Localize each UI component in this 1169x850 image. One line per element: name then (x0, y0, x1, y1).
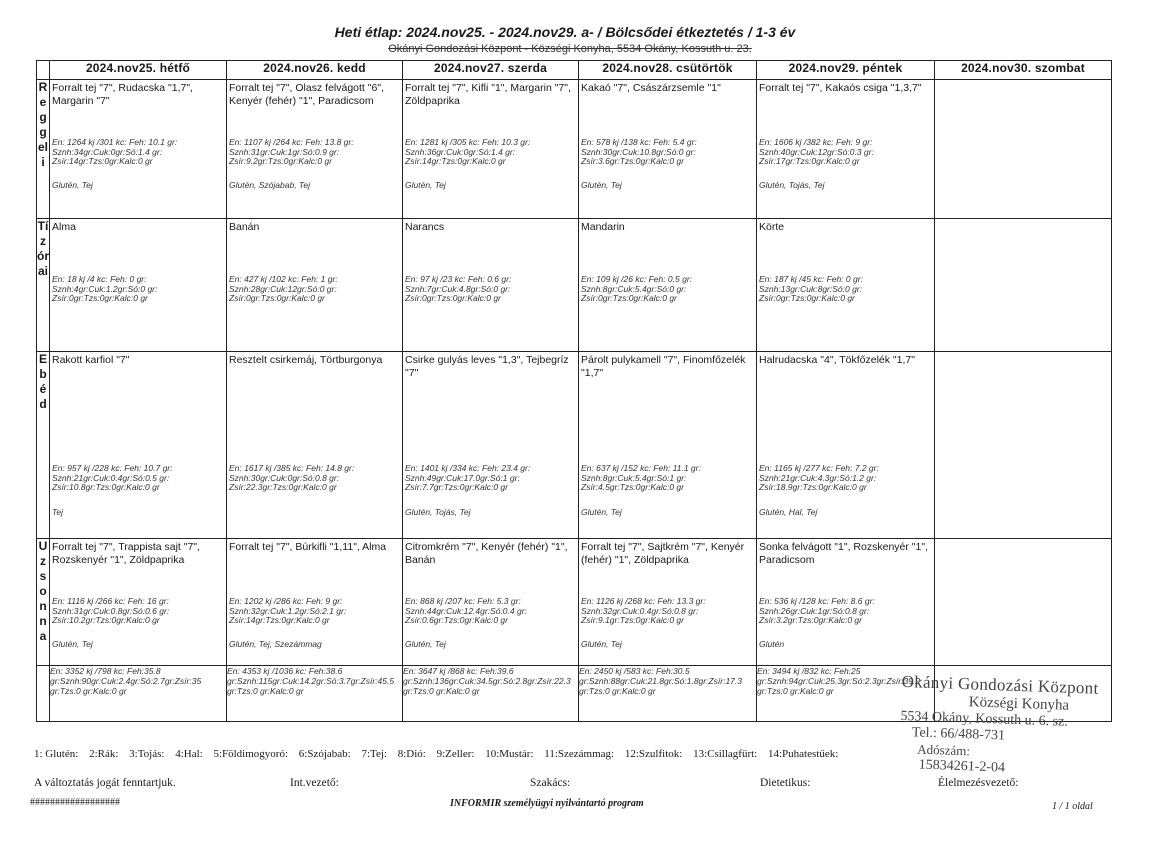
nutrition-text: En: 427 kj /102 kc: Feh: 1 gr: Sznh:28gr:Cuk:12gr:Só:0 gr: Zsír:0gr:Tzs:0gr:Kalc:0 gr (229, 274, 338, 303)
dish-text: Sonka felvágott "1", Rozskenyér "1", Paradicsom (759, 541, 928, 566)
nutrition-text: En: 957 kj /228 kc: Feh: 10.7 gr: Sznh:21gr:Cuk:0.4gr:Só:0.5 gr: Zsír:10.8gr:Tzs:0gr:Kalc:0 gr (52, 463, 173, 492)
menu-cell (757, 219, 935, 352)
footer-program: INFORMIR személyügyi nyilvántartó program (450, 798, 644, 809)
menu-cell (579, 219, 757, 352)
footer-hash: ################## (30, 797, 120, 808)
nutrition-text: En: 97 kj /23 kc: Feh: 0.6 gr: Sznh:7gr:Cuk:4.8gr:Só:0 gr: Zsír:0gr:Tzs:0gr:Kalc:0 gr (405, 274, 512, 303)
dish-text: Citromkrém "7", Kenyér (fehér) "1", Banán (405, 541, 568, 566)
signature-cook: Szakács: (530, 777, 571, 789)
day-header: 2024.nov26. kedd (227, 61, 403, 80)
weekly-menu-table (36, 60, 1112, 722)
allergen-text: Glutén (759, 639, 785, 649)
menu-cell (227, 219, 403, 352)
nutrition-text: En: 1281 kj /305 kc: Feh: 10.3 gr: Sznh:36gr:Cuk:0gr:Só:1.4 gr: Zsír:14gr:Tzs:0gr:Kalc:0 gr (405, 137, 531, 166)
menu-cell (227, 352, 403, 539)
nutrition-text: En: 1401 kj /334 kc: Feh: 23.4 gr: Sznh:49gr:Cuk:17.0gr:Só:1 gr: Zsír:7.7gr:Tzs:0gr:Kalc:0 gr (405, 463, 531, 492)
meal-label: Ebéd (37, 352, 50, 539)
dish-text: Forralt tej "7", Búrkifli "1,11", Alma (229, 541, 387, 553)
nutrition-text: En: 1264 kj /301 kc: Feh: 10.1 gr: Sznh:34gr:Cuk:0gr:Só:1.4 gr: Zsír:14gr:Tzs:0gr:Kalc:0 gr (52, 137, 178, 166)
nutrition-text: En: 868 kj /207 kc: Feh: 5.3 gr: Sznh:44gr:Cuk:12.4gr:Só:0.4 gr: Zsír:0.6gr:Tzs:0gr:Kalc:0 gr (405, 596, 527, 625)
daily-total: En: 2450 kj /583 kc: Feh:30.5 gr:Sznh:88gr:Cuk:21.8gr:Só:1.8gr:Zsír:17.3 gr:Tzs:0 gr:Kalc:0 gr (579, 666, 757, 722)
nutrition-text: En: 187 kj /45 kc: Feh: 0 gr: Sznh:13gr:Cuk:8gr:Só:0 gr: Zsír:0gr:Tzs:0gr:Kalc:0 gr (759, 274, 863, 303)
dish-text: Kakaó "7", Császárzsemle "1" (581, 82, 721, 94)
dish-text: Csirke gulyás leves "1,3", Tejbegríz "7" (405, 354, 569, 379)
stamp-line: Okányi Gondozási Központ (901, 671, 1099, 698)
signature-dietitian: Dietetikus: (760, 777, 811, 789)
dish-text: Halrudacska "4", Tökfőzelék "1,7" (759, 354, 915, 366)
meal-label: Uzsonna (37, 539, 50, 666)
menu-cell (403, 219, 579, 352)
legend-item: 4:Hal: (175, 748, 203, 760)
dish-text: Mandarin (581, 221, 625, 233)
allergen-text: Glutén, Tej (581, 507, 622, 517)
legend-item: 8:Dió: (397, 748, 426, 760)
menu-cell (403, 80, 579, 219)
legend-item: 5:Földimogyoró: (213, 748, 289, 760)
official-stamp (898, 672, 1138, 790)
daily-total: En: 3647 kj /868 kc: Feh:39.6 gr:Sznh:136gr:Cuk:34.5gr:Só:2.8gr:Zsír:22.3 gr:Tzs:0 gr:Kalc:0 gr (403, 666, 579, 722)
legend-item: 7:Tej: (361, 748, 387, 760)
allergen-text: Glutén, Tej, Szezámmag (229, 639, 322, 649)
menu-cell (757, 539, 935, 666)
day-header: 2024.nov30. szombat (935, 61, 1112, 80)
nutrition-text: En: 637 kj /152 kc: Feh: 11.1 gr: Sznh:8gr:Cuk:5.4gr:Só:1 gr: Zsír:4.5gr:Tzs:0gr:Kalc:0 gr (581, 463, 701, 492)
dish-text: Narancs (405, 221, 445, 233)
nutrition-text: En: 1107 kj /264 kc: Feh: 13.8 gr: Sznh:31gr:Cuk:1gr:Só:0.9 gr: Zsír:9.2gr:Tzs:0gr:Kalc:0 gr (229, 137, 354, 166)
meal-row-tizorai (37, 219, 1112, 352)
allergen-text: Glutén, Tej (52, 639, 93, 649)
menu-cell (227, 80, 403, 219)
menu-cell (50, 539, 227, 666)
menu-cell (227, 539, 403, 666)
dish-text: Körte (759, 221, 785, 233)
menu-cell (579, 80, 757, 219)
stamp-line: Tel.: 66/488-731 (911, 725, 1006, 744)
day-header: 2024.nov29. péntek (757, 61, 935, 80)
menu-cell (403, 539, 579, 666)
menu-cell-empty (935, 219, 1112, 352)
allergen-legend (34, 748, 846, 760)
dish-text: Forralt tej "7", Sajtkrém "7", Kenyér (fehér) "1", Zöldpaprika (581, 541, 745, 566)
day-header: 2024.nov27. szerda (403, 61, 579, 80)
stamp-line: Községi Konyha (968, 694, 1070, 714)
allergen-text: Glutén, Tojás, Tej (405, 507, 471, 517)
menu-cell (403, 352, 579, 539)
daily-total: En: 3352 kj /798 kc: Feh:35.8 gr:Sznh:90gr:Cuk:2.4gr:Só:2.7gr:Zsír:35 gr:Tzs:0 gr:Kalc:0 gr (50, 666, 227, 722)
menu-cell (579, 352, 757, 539)
menu-subtitle: Okányi Gondozási Központ - Községi Konyha, 5534 Okány, Kossuth u. 23. (388, 43, 752, 55)
allergen-text: Glutén, Tej (581, 180, 622, 190)
menu-cell (50, 352, 227, 539)
legend-item: 10:Mustár: (485, 748, 534, 760)
menu-cell (50, 80, 227, 219)
allergen-text: Glutén, Tej (405, 180, 446, 190)
nutrition-text: En: 1606 kj /382 kc: Feh: 9 gr: Sznh:40gr:Cuk:12gr:Só:0.3 gr: Zsír:17gr:Tzs:0gr:Kalc:0 gr (759, 137, 874, 166)
menu-cell-empty (935, 352, 1112, 539)
change-rights-note: A változtatás jogát fenntartjuk. (34, 777, 176, 789)
legend-item: 12:Szulfitok: (624, 748, 683, 760)
legend-item: 3:Tojás: (129, 748, 165, 760)
meal-row-uzsonna (37, 539, 1112, 666)
dish-text: Párolt pulykamell "7", Finomfőzelék "1,7" (581, 354, 746, 379)
allergen-text: Tej (52, 507, 64, 517)
stamp-line: Adószám: (917, 741, 971, 759)
menu-cell-empty (935, 539, 1112, 666)
stamp-line: 5534 Okány, Kossuth u. 6. sz. (900, 708, 1069, 730)
allergen-text: Glutén, Tej (581, 639, 622, 649)
nutrition-text: En: 1165 kj /277 kc: Feh: 7.2 gr: Sznh:21gr:Cuk:4.3gr:Só:1.2 gr: Zsír:18.9gr:Tzs:0gr:Kalc:0 gr (759, 463, 879, 492)
meal-label: Reggeli (37, 80, 50, 219)
allergen-text: Glutén, Tej (405, 639, 446, 649)
dish-text: Resztelt csirkemáj, Törtburgonya (229, 354, 383, 366)
dish-text: Forralt tej "7", Rudacska "1,7", Margarin "7" (52, 82, 193, 107)
nutrition-text: En: 1126 kj /268 kc: Feh: 13.3 gr: Sznh:32gr:Cuk:0.4gr:Só:0.8 gr: Zsír:9.1gr:Tzs:0gr:Kalc:0 gr (581, 596, 706, 625)
legend-item: 6:Szójabab: (298, 748, 351, 760)
dish-text: Rakott karfiol "7" (52, 354, 130, 366)
nutrition-text: En: 18 kj /4 kc: Feh: 0 gr: Sznh:4gr:Cuk:1.2gr:Só:0 gr: Zsír:0gr:Tzs:0gr:Kalc:0 gr (52, 274, 158, 303)
legend-item: 14:Puhatestűek: (767, 748, 839, 760)
day-header-row (37, 61, 1112, 80)
dish-text: Forralt tej "7", Olasz felvágott "6", Kenyér (fehér) "1", Paradicsom (229, 82, 384, 107)
allergen-text: Glutén, Hal, Tej (759, 507, 818, 517)
menu-cell (579, 539, 757, 666)
day-header: 2024.nov25. hétfő (50, 61, 227, 80)
dish-text: Alma (52, 221, 76, 233)
dish-text: Forralt tej "7", Trappista sajt "7", Rozskenyér "1", Zöldpaprika (52, 541, 200, 566)
allergen-text: Glutén, Tej (52, 180, 93, 190)
stamp-line: 15834261-2-04 (918, 757, 1006, 776)
nutrition-text: En: 578 kj /138 kc: Feh: 5.4 gr: Sznh:30gr:Cuk:10.8gr:Só:0 gr: Zsír:3.6gr:Tzs:0gr:Kalc:0 gr (581, 137, 697, 166)
dish-text: Banán (229, 221, 260, 233)
meal-row-reggeli (37, 80, 1112, 219)
nutrition-text: En: 109 kj /26 kc: Feh: 0.5 gr: Sznh:8gr:Cuk:5.4gr:Só:0 gr: Zsír:0gr:Tzs:0gr:Kalc:0 gr (581, 274, 693, 303)
signature-int-vezeto: Int.vezető: (290, 777, 339, 789)
legend-item: 9:Zeller: (436, 748, 475, 760)
meal-row-ebed (37, 352, 1112, 539)
nutrition-text: En: 536 kj /128 kc: Feh: 8.6 gr: Sznh:26gr:Cuk:1gr:Só:0.8 gr: Zsír:3.2gr:Tzs:0gr:Kalc:0 gr (759, 596, 875, 625)
nutrition-text: En: 1116 kj /266 kc: Feh: 16 gr: Sznh:31gr:Cuk:0.8gr:Só:0.6 gr: Zsír:10.2gr:Tzs:0gr:Kalc:0 gr (52, 596, 170, 625)
day-header: 2024.nov28. csütörtök (579, 61, 757, 80)
menu-cell (50, 219, 227, 352)
legend-item: 13:Csillagfürt: (693, 748, 758, 760)
legend-item: 2:Rák: (89, 748, 119, 760)
legend-item: 11:Szezámmag: (544, 748, 615, 760)
corner-cell (37, 61, 50, 80)
signature-food-manager: Élelmezésvezető: (938, 777, 1019, 789)
dish-text: Forralt tej "7", Kifli "1", Margarin "7", Zöldpaprika (405, 82, 571, 107)
allergen-text: Glutén, Szójabab, Tej (229, 180, 310, 190)
menu-cell-empty (935, 80, 1112, 219)
allergen-text: Glutén, Tojás, Tej (759, 180, 825, 190)
daily-total: En: 3494 kj /832 kc: Feh:25 gr:Sznh:94gr:Cuk:25.3gr:Só:2.3gr:Zsír:39.2 gr:Tzs:0 gr:Kalc:0 gr (757, 666, 935, 722)
menu-cell (757, 80, 935, 219)
totals-label-cell (37, 666, 50, 722)
nutrition-text: En: 1202 kj /286 kc: Feh: 9 gr: Sznh:32gr:Cuk:1.2gr:Só:2.1 gr: Zsír:14gr:Tzs:0gr:Kalc:0 gr (229, 596, 347, 625)
legend-item: 1: Glutén: (34, 748, 79, 760)
footer-page: 1 / 1 oldal (1052, 801, 1093, 812)
daily-total: En: 4353 kj /1036 kc: Feh:38.6 gr:Sznh:115gr:Cuk:14.2gr:Só:3.7gr:Zsír:45.5 gr:Tzs:0 gr:Kalc:0 gr (227, 666, 403, 722)
menu-cell (757, 352, 935, 539)
nutrition-text: En: 1617 kj /385 kc: Feh: 14.8 gr: Sznh:30gr:Cuk:0gr:Só:0.8 gr: Zsír:22.3gr:Tzs:0gr:Kalc:0 gr (229, 463, 355, 492)
dish-text: Forralt tej "7", Kakaós csiga "1,3,7" (759, 82, 922, 94)
meal-label: Tízórai (37, 219, 50, 352)
menu-title: Heti étlap: 2024.nov25. - 2024.nov29. a- / Bölcsődei étkeztetés / 1-3 év (334, 24, 796, 40)
